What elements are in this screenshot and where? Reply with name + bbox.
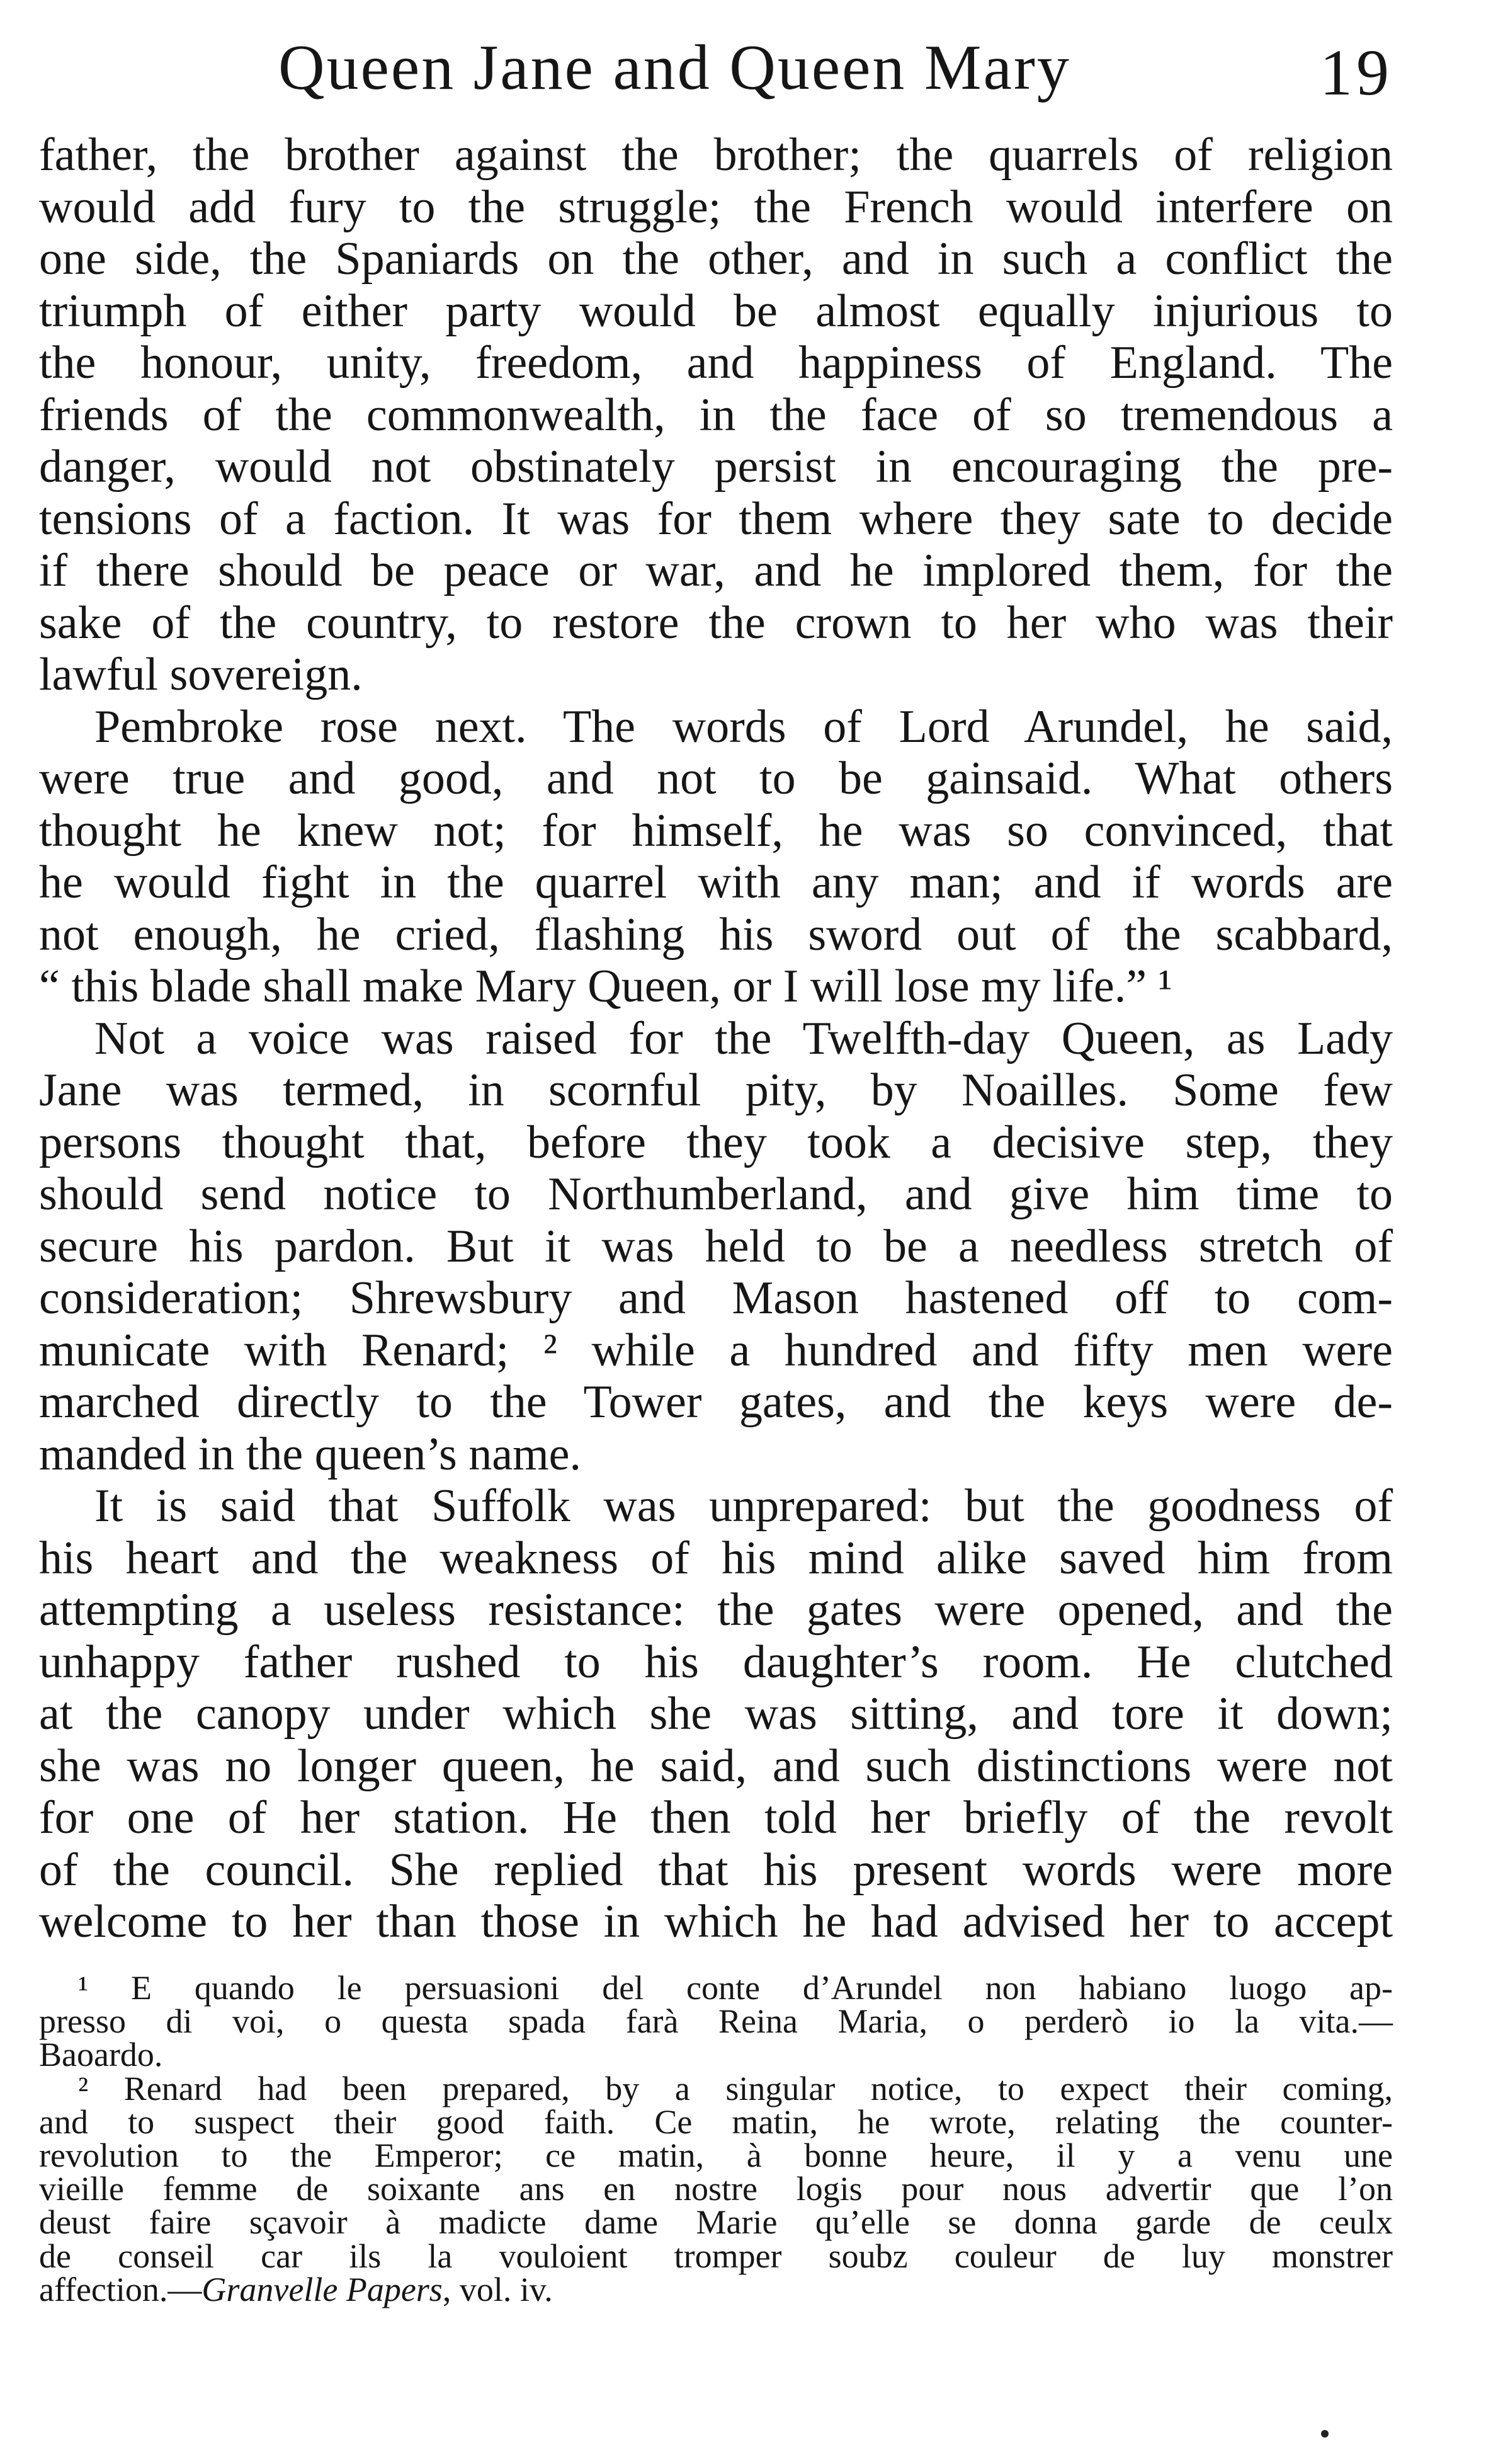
footnote-2-line: ² Renard had been prepared, by a singular notice, to expect their coming, [78, 2069, 1393, 2108]
footnote-text: affection.— [39, 2270, 202, 2308]
body-line: danger, would not obstinately persist in encouraging the pre- [39, 441, 1393, 493]
page-header [39, 18, 1393, 118]
body-line: he would fight in the quarrel with any man; and if words are [39, 857, 1393, 908]
footnote-1-line: ¹ E quando le persuasioni del conte d’Arundel non habiano luogo ap- [78, 1969, 1393, 2007]
body-line: at the canopy under which she was sitting, and tore it down; [39, 1688, 1393, 1740]
body-line: not enough, he cried, flashing his sword out of the scabbard, [39, 908, 1393, 961]
footnote-2-line: revolution to the Emperor; ce matin, à bonne heure, il y a venu une [39, 2136, 1393, 2174]
body-line: thought he knew not; for himself, he was so convinced, that [39, 804, 1393, 857]
body-line: if there should be peace or war, and he implored them, for the [39, 545, 1393, 596]
body-line: manded in the queen’s name. [39, 1428, 582, 1480]
body-line: persons thought that, before they took a decisive step, they [39, 1116, 1393, 1168]
footnote-2-line: and to suspect their good faith. Ce matin, he wrote, relating the counter- [39, 2102, 1393, 2141]
ink-dot [1321, 2430, 1329, 2438]
footnote-2-line: deust faire sçavoir à madicte dame Marie qu’elle se donna garde de ceulx [39, 2203, 1393, 2242]
body-line: his heart and the weakness of his mind alike saved him from [39, 1532, 1393, 1584]
body-line: triumph of either party would be almost equally injurious to [39, 285, 1393, 337]
body-line: marched directly to the Tower gates, and the keys were de- [39, 1376, 1393, 1428]
page-number: 19 [1320, 37, 1393, 109]
body-line: would add fury to the struggle; the French would interfere on [39, 181, 1393, 233]
body-line: were true and good, and not to be gainsaid. What others [39, 753, 1393, 804]
body-line: for one of her station. He then told her briefly of the revolt [39, 1792, 1393, 1844]
body-line: should send notice to Northumberland, and give him time to [39, 1168, 1393, 1220]
paragraph-start-line: Pembroke rose next. The words of Lord Arundel, he said, [94, 700, 1393, 753]
body-line: “ this blade shall make Mary Queen, or I will lose my life.” ¹ [39, 961, 1172, 1012]
footnotes [39, 1971, 1393, 2307]
body-text [39, 129, 1393, 1948]
body-line: attempting a useless resistance: the gates were opened, and the [39, 1584, 1393, 1636]
source-title: Granvelle Papers [201, 2270, 443, 2308]
footnote-2-line: vieille femme de soixante ans en nostre logis pour nous advertir que l’on [39, 2170, 1393, 2208]
footnote-1-line: Baoardo. [39, 2036, 163, 2074]
body-line: Jane was termed, in scornful pity, by Noailles. Some few [39, 1064, 1393, 1116]
body-line: secure his pardon. But it was held to be a needless stretch of [39, 1220, 1393, 1272]
footnote-2-line: de conseil car ils la vouloient tromper soubz couleur de luy monstrer [39, 2237, 1393, 2275]
body-line: the honour, unity, freedom, and happiness of England. The [39, 337, 1393, 389]
body-line: she was no longer queen, he said, and such distinctions were not [39, 1740, 1393, 1792]
body-line: consideration; Shrewsbury and Mason hastened off to com- [39, 1272, 1393, 1324]
body-line: father, the brother against the brother; the quarrels of religion [39, 129, 1393, 181]
body-line: welcome to her than those in which he had advised her to accept [39, 1896, 1393, 1948]
body-line: tensions of a faction. It was for them where they sate to decide [39, 493, 1393, 545]
paragraph-start-line: It is said that Suffolk was unprepared: but the goodness of [94, 1480, 1393, 1532]
paragraph-start-line: Not a voice was raised for the Twelfth-day Queen, as Lady [94, 1012, 1393, 1064]
body-line: of the council. She replied that his present words were more [39, 1844, 1393, 1896]
footnote-text: , vol. iv. [442, 2270, 553, 2308]
body-line: friends of the commonwealth, in the face of so tremendous a [39, 389, 1393, 441]
footnote-1-line: presso di voi, o questa spada farà Reina Maria, o perderò io la vita.— [39, 2002, 1393, 2041]
running-title: Queen Jane and Queen Mary [278, 32, 1071, 103]
body-line: unhappy father rushed to his daughter’s room. He clutched [39, 1636, 1393, 1688]
body-line: sake of the country, to restore the crown to her who was their [39, 596, 1393, 649]
body-line: lawful sovereign. [39, 649, 363, 700]
body-line: municate with Renard; ² while a hundred and fifty men were [39, 1324, 1393, 1376]
body-line: one side, the Spaniards on the other, and in such a conflict the [39, 233, 1393, 285]
footnote-2-line [39, 2270, 1393, 2308]
